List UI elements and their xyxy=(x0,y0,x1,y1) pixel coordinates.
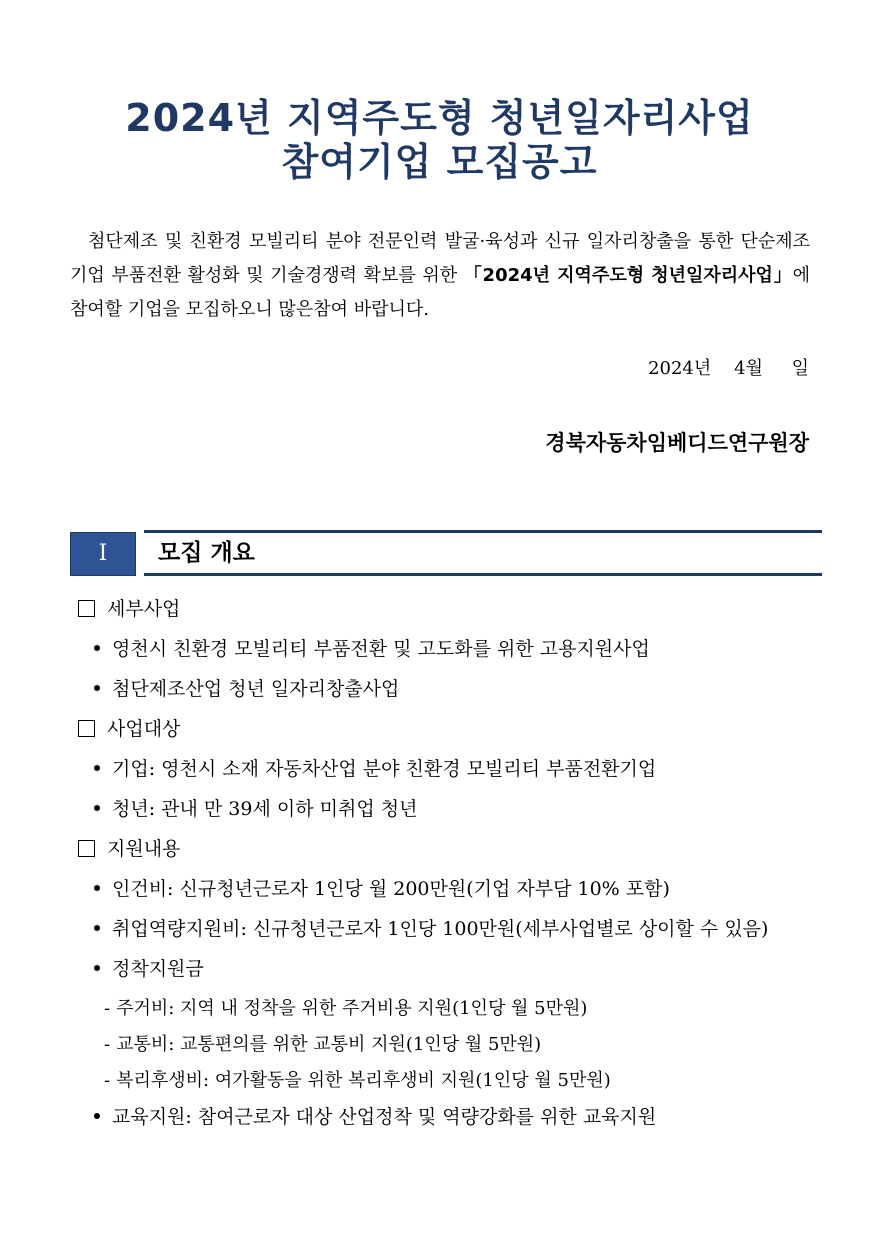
organization-name: 경북자동차임베디드연구원장 xyxy=(545,431,809,455)
intro-text-1: 첨단제조 및 친환경 모빌리티 분야 전문인력 발굴·육성과 신규 일자리창출을 통한 단순제조기업 부품전환 활성화 및 기술경쟁력 확보를 위한 xyxy=(70,231,810,286)
list-item: 청년: 관내 만 39세 이하 미취업 청년 xyxy=(76,795,836,835)
list-item: 기업: 영천시 소재 자동차산업 분야 친환경 모빌리티 부품전환기업 xyxy=(76,755,836,795)
list-item: 인건비: 신규청년근로자 1인당 월 200만원(기업 자부담 10% 포함) xyxy=(76,875,836,915)
checkbox-square-icon xyxy=(78,600,95,617)
list-item: 취업역량지원비: 신규청년근로자 1인당 100만원(세부사업별로 상이할 수 있음) xyxy=(76,915,836,955)
heading-target: 사업대상 xyxy=(76,715,836,755)
section-top-rule xyxy=(144,530,822,533)
bullet-icon xyxy=(94,765,100,771)
bullet-icon xyxy=(94,965,100,971)
overview-list xyxy=(76,595,836,1143)
checkbox-square-icon xyxy=(78,720,95,737)
bullet-icon xyxy=(94,925,100,931)
page-title xyxy=(0,96,879,184)
sub-list-item: - 교통비: 교통편의를 위한 교통비 지원(1인당 월 5만원) xyxy=(104,1034,542,1055)
section-bottom-rule xyxy=(144,573,822,576)
intro-paragraph xyxy=(70,225,810,327)
heading-support: 지원내용 xyxy=(76,835,836,875)
bullet-icon xyxy=(94,1113,100,1119)
list-item: 영천시 친환경 모빌리티 부품전환 및 고도화를 위한 고용지원사업 xyxy=(76,635,836,675)
bullet-icon xyxy=(94,645,100,651)
checkbox-square-icon xyxy=(78,840,95,857)
section-number: I xyxy=(70,532,136,576)
bullet-icon xyxy=(94,685,100,691)
heading-sub-projects: 세부사업 xyxy=(76,595,836,635)
title-line-1: 2024년 지역주도형 청년일자리사업 xyxy=(125,96,754,140)
announcement-date: 2024년 4월 일 xyxy=(648,358,809,379)
section-title: 모집 개요 xyxy=(158,540,255,566)
intro-text-2: 에 참여할 기업을 모집하오니 많은참여 바랍니다. xyxy=(70,265,810,320)
title-line-2: 참여기업 모집공고 xyxy=(281,140,598,184)
list-item: 교육지원: 참여근로자 대상 산업정착 및 역량강화를 위한 교육지원 xyxy=(76,1103,836,1143)
bullet-icon xyxy=(94,885,100,891)
list-item: 첨단제조산업 청년 일자리창출사업 xyxy=(76,675,836,715)
bullet-icon xyxy=(94,805,100,811)
sub-list-item: - 복리후생비: 여가활동을 위한 복리후생비 지원(1인당 월 5만원) xyxy=(104,1070,611,1091)
sub-list-item: - 주거비: 지역 내 정착을 위한 주거비용 지원(1인당 월 5만원) xyxy=(104,998,588,1019)
intro-highlight: 「2024년 지역주도형 청년일자리사업」 xyxy=(463,265,793,286)
list-item: 정착지원금 xyxy=(76,955,836,995)
section-header xyxy=(70,528,822,578)
